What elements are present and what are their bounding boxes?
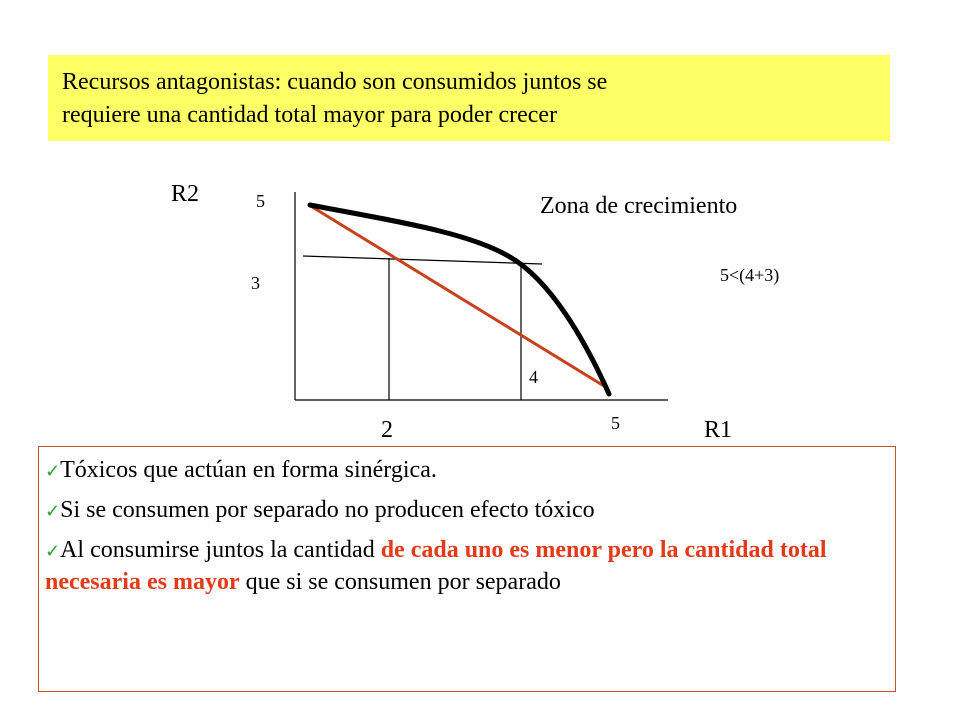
check-icon: ✓ bbox=[45, 461, 61, 482]
y-axis-label: R2 bbox=[171, 181, 200, 207]
bullet-text-1: Tóxicos que actúan en forma sinérgica. bbox=[60, 457, 437, 483]
inequality-label: 5<(4+3) bbox=[720, 265, 780, 285]
bullet-text-3-pre: Al consumirse juntos la cantidad bbox=[60, 537, 381, 563]
bullet-item-1 bbox=[45, 455, 885, 487]
bullet-text-3-highlight: de cada uno es menor pero la cantidad total necesaria es mayor bbox=[45, 537, 827, 595]
tick-inner: 4 bbox=[529, 367, 538, 387]
check-icon: ✓ bbox=[45, 541, 61, 562]
tick-x-right: 5 bbox=[611, 413, 620, 433]
x-axis-label: R1 bbox=[704, 417, 733, 443]
tick-x-mid: 2 bbox=[381, 417, 393, 443]
header-line-1: Recursos antagonistas: cuando son consumidos juntos se bbox=[62, 69, 608, 95]
bullet-text-2: Si se consumen por separado no producen efecto tóxico bbox=[60, 497, 595, 523]
bullet-text-3-post: que si se consumen por separado bbox=[239, 569, 561, 595]
bullet-item-2 bbox=[45, 495, 885, 527]
tick-y-top: 5 bbox=[256, 191, 265, 211]
bullet-item-3 bbox=[45, 535, 885, 597]
check-icon: ✓ bbox=[45, 501, 61, 522]
straight-isocline-line bbox=[309, 205, 604, 386]
bullet-box bbox=[38, 446, 896, 692]
zone-label: Zona de crecimiento bbox=[540, 193, 738, 219]
header-line-2: requiere una cantidad total mayor para poder crecer bbox=[62, 102, 558, 128]
tick-y-mid: 3 bbox=[251, 273, 260, 293]
